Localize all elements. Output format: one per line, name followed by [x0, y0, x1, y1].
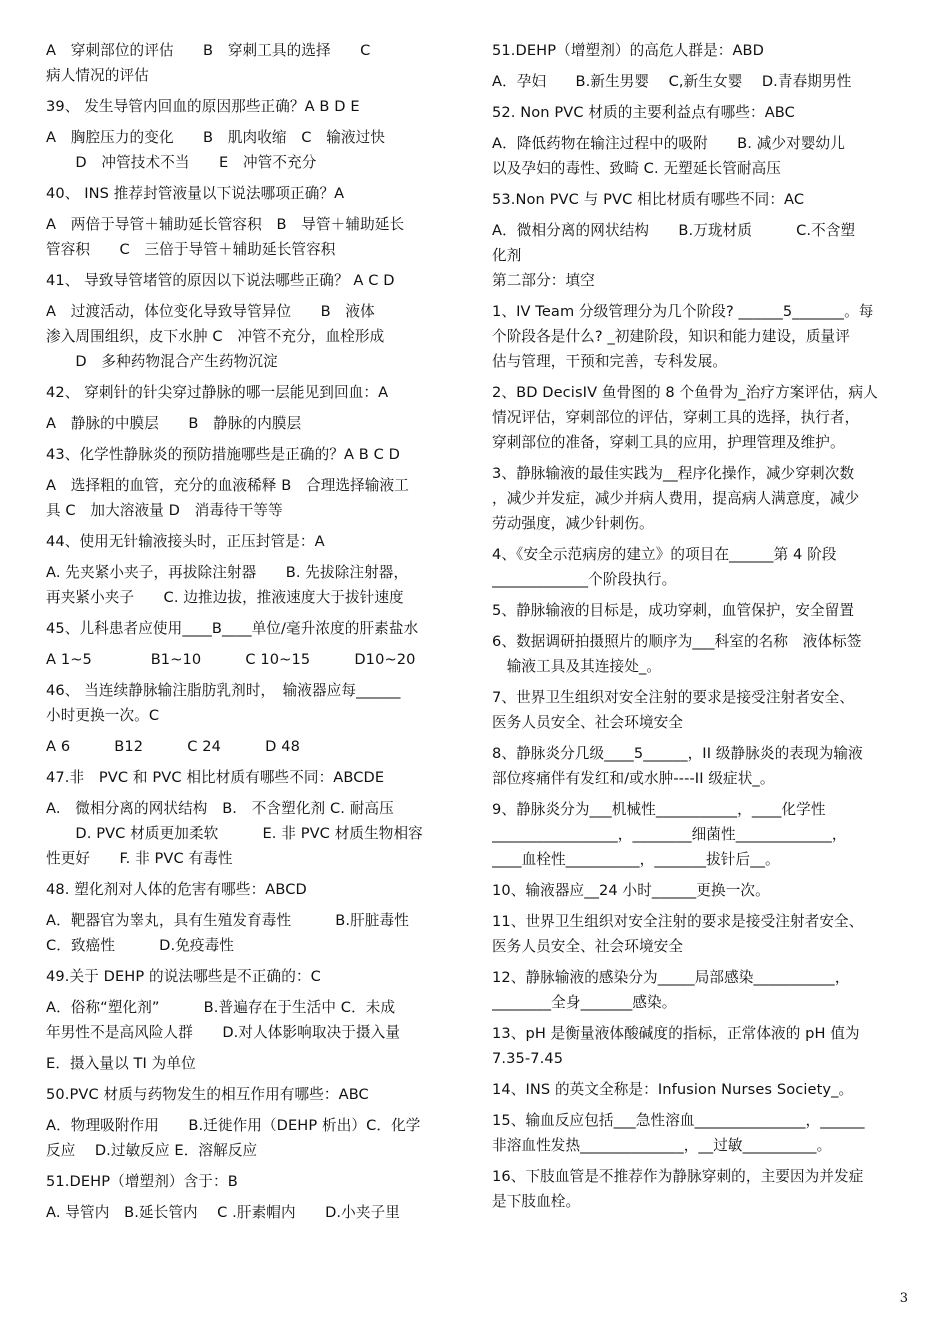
right-column [492, 38, 910, 1214]
right-column-text-line: 以及孕妇的毒性、致畸 C. 无塑延长管耐高压 [492, 160, 781, 177]
left-column-text-line: 性更好 F. 非 PVC 有毒性 [46, 850, 233, 867]
right-column-text-line: 13、pH 是衡量液体酸碱度的指标，正常体液的 pH 值为 [492, 1025, 860, 1042]
left-column-text-line: 病人情况的评估 [46, 67, 149, 84]
left-column-text-line: A 胸腔压力的变化 B 肌肉收缩 C 输液过快 [46, 129, 386, 146]
right-column-text-line: 医务人员安全、社会环境安全 [492, 714, 684, 731]
right-column-text-line: 3、静脉输液的最佳实践为__程序化操作，减少穿刺次数 [492, 465, 855, 482]
right-column-text-line: 部位疼痛伴有发红和/或水肿----II 级症状_。 [492, 770, 775, 787]
left-column-text-line: A 过渡活动，体位变化导致导管异位 B 液体 [46, 303, 375, 320]
right-column-text-line: 12、静脉输液的感染分为_____局部感染___________， [492, 969, 850, 986]
left-column-text-line: D 多种药物混合产生药物沉淀 [46, 353, 278, 370]
left-column-text-line: A 1~5 B1~10 C 10~15 D10~20 [46, 651, 416, 668]
left-column-text-line: 反应 D.过敏反应 E．溶解反应 [46, 1142, 258, 1159]
left-column-text-line: A．俗称“塑化剂” B.普遍存在于生活中 C．未成 [46, 999, 396, 1016]
left-column-text-line: A. 微相分离的网状结构 B. 不含塑化剂 C. 耐高压 [46, 800, 394, 817]
left-column-text-line: 39、 发生导管内回血的原因那些正确？A B D E [46, 98, 360, 115]
left-column-text-line: 具 C 加大溶液量 D 消毒待干等等 [46, 502, 283, 519]
left-column-text-line: D 冲管技术不当 E 冲管不充分 [46, 154, 317, 171]
right-column-text-line: 估与管理，干预和完善，专科发展。 [492, 353, 728, 370]
left-column-text-line: 40、 INS 推荐封管液量以下说法哪项正确？A [46, 185, 345, 202]
left-column-text-line: D. PVC 材质更加柔软 E. 非 PVC 材质生物相容 [46, 825, 423, 842]
left-column-text-line: 51.DEHP（增塑剂）含于：B [46, 1173, 238, 1190]
left-column-text-line: 46、 当连续静脉输注脂肪乳剂时， 输液器应每______ [46, 682, 401, 699]
right-column-text-line: 53.Non PVC 与 PVC 相比材质有哪些不同：AC [492, 191, 805, 208]
right-column-text-line: _____________个阶段执行。 [492, 571, 677, 588]
left-column-text-line: A. 导管内 B.延长管内 C .肝素帽内 D.小夹子里 [46, 1204, 400, 1221]
right-column-text-line: 4、《安全示范病房的建立》的项目在______第 4 阶段 [492, 546, 837, 563]
left-column-text-line: 43、化学性静脉炎的预防措施哪些是正确的？A B C D [46, 446, 400, 463]
right-column-text-line: 化剂 [492, 247, 522, 264]
right-column-text-line: 1、IV Team 分级管理分为几个阶段? ______5_______。每 [492, 303, 874, 320]
left-column-text-line: A 6 B12 C 24 D 48 [46, 738, 300, 755]
left-column-text-line: 49.关于 DEHP 的说法哪些是不正确的：C [46, 968, 321, 985]
right-column-text-line: 劳动强度，减少针刺伤。 [492, 515, 654, 532]
left-column-text-line: 41、 导致导管堵管的原因以下说法哪些正确？ A C D [46, 272, 395, 289]
left-column-text-line: 小时更换一次。C [46, 707, 160, 724]
left-column-text-line: C．致癌性 D.免疫毒性 [46, 937, 234, 954]
right-column-text-line: 第二部分：填空 [492, 272, 595, 289]
right-column-text-line: 9、静脉炎分为___机械性___________，____化学性 [492, 801, 826, 818]
right-column-text-line: 5、静脉输液的目标是，成功穿刺，血管保护，安全留置 [492, 602, 855, 619]
left-column-text-line: 42、 穿刺针的针尖穿过静脉的哪一层能见到回血：A [46, 384, 389, 401]
right-column-text-line: A．微相分离的网状结构 B.万珑材质 C.不含塑 [492, 222, 856, 239]
right-column-text-line: 14、INS 的英文全称是：Infusion Nurses Society_。 [492, 1081, 854, 1098]
right-column-text-line: 输液工具及其连接处_。 [492, 658, 662, 675]
left-column-text-line: 48. 塑化剂对人体的危害有哪些：ABCD [46, 881, 307, 898]
right-column-text-line: 是下肢血栓。 [492, 1193, 581, 1210]
page-number: 3 [899, 1291, 908, 1306]
right-column-text-line: 8、静脉炎分几级____5______，II 级静脉炎的表现为输液 [492, 745, 863, 762]
left-column-text-line: 管容积 C 三倍于导管＋辅助延长管容积 [46, 241, 336, 258]
left-column-text-line: A．物理吸附作用 B.迁徙作用（DEHP 析出）C．化学 [46, 1117, 421, 1134]
right-column-text-line: ，减少并发症，减少并病人费用，提高病人满意度，减少 [492, 490, 860, 507]
right-column-text-line: 非溶血性发热______________，__过敏__________。 [492, 1137, 832, 1154]
left-column-text-line: 45、儿科患者应使用____B____单位/毫升浓度的肝素盐水 [46, 620, 419, 637]
left-column-text-line: E．摄入量以 TI 为单位 [46, 1055, 196, 1072]
right-column-text-line: A．降低药物在输注过程中的吸附 B. 减少对婴幼儿 [492, 135, 845, 152]
right-column-text-line: _________________，________细菌性_____________， [492, 826, 847, 843]
left-column-text-line: A 静脉的中膜层 B 静脉的内膜层 [46, 415, 302, 432]
right-column-text-line: 2、BD DecisIV 鱼骨图的 8 个鱼骨为_治疗方案评估，病人 [492, 384, 878, 401]
right-column-text-line: 穿刺部位的准备，穿刺工具的应用，护理管理及维护。 [492, 434, 845, 451]
left-column-text-line: A. 先夹紧小夹子，再拔除注射器 B. 先拔除注射器， [46, 564, 409, 581]
left-column-text-line: 50.PVC 材质与药物发生的相互作用有哪些：ABC [46, 1086, 369, 1103]
right-column-text-line: 15、输血反应包括___急性溶血_______________，______ [492, 1112, 865, 1129]
left-column-text-line: A 穿刺部位的评估 B 穿刺工具的选择 C [46, 42, 371, 59]
left-column-text-line: A 选择粗的血管，充分的血液稀释 B 合理选择输液工 [46, 477, 409, 494]
left-column-text-line: A 两倍于导管＋辅助延长管容积 B 导管＋辅助延长 [46, 216, 405, 233]
right-column-text-line: 52. Non PVC 材质的主要利益点有哪些：ABC [492, 104, 795, 121]
left-column-text-line: 渗入周围组织，皮下水肿 C 冲管不充分，血栓形成 [46, 328, 385, 345]
left-column-text-line: 47.非 PVC 和 PVC 相比材质有哪些不同：ABCDE [46, 769, 385, 786]
left-column-text-line: 年男性不是高风险人群 D.对人体影响取决于摄入量 [46, 1024, 401, 1041]
right-column-text-line: 个阶段各是什么? _初建阶段，知识和能力建设，质量评 [492, 328, 850, 345]
right-column-text-line: A．孕妇 B.新生男婴 C,新生女婴 D.青春期男性 [492, 73, 852, 90]
right-column-text-line: 医务人员安全、社会环境安全 [492, 938, 684, 955]
right-column-text-line: 16、下肢血管是不推荐作为静脉穿刺的，主要因为并发症 [492, 1168, 864, 1185]
right-column-text-line: 7.35-7.45 [492, 1050, 564, 1067]
right-column-text-line: 11、世界卫生组织对安全注射的要求是接受注射者安全、 [492, 913, 864, 930]
left-column-text-line: 再夹紧小夹子 C. 边推边拔，推液速度大于拔针速度 [46, 589, 404, 606]
right-column-text-line: ________全身_______感染。 [492, 994, 677, 1011]
right-column-text-line: 6、数据调研拍摄照片的顺序为___科室的名称 液体标签 [492, 633, 862, 650]
left-column [46, 38, 466, 1225]
right-column-text-line: 7、世界卫生组织对安全注射的要求是接受注射者安全、 [492, 689, 855, 706]
left-column-text-line: A．靶器官为睾丸，具有生殖发育毒性 B.肝脏毒性 [46, 912, 409, 929]
left-column-text-line: 44、使用无针输液接头时，正压封管是：A [46, 533, 325, 550]
right-column-text-line: 情况评估，穿刺部位的评估，穿刺工具的选择，执行者， [492, 409, 860, 426]
right-column-text-line: 51.DEHP（增塑剂）的高危人群是：ABD [492, 42, 764, 59]
right-column-text-line: 10、输液器应__24 小时______更换一次。 [492, 882, 770, 899]
right-column-text-line: ____血栓性__________，_______拔针后__。 [492, 851, 780, 868]
